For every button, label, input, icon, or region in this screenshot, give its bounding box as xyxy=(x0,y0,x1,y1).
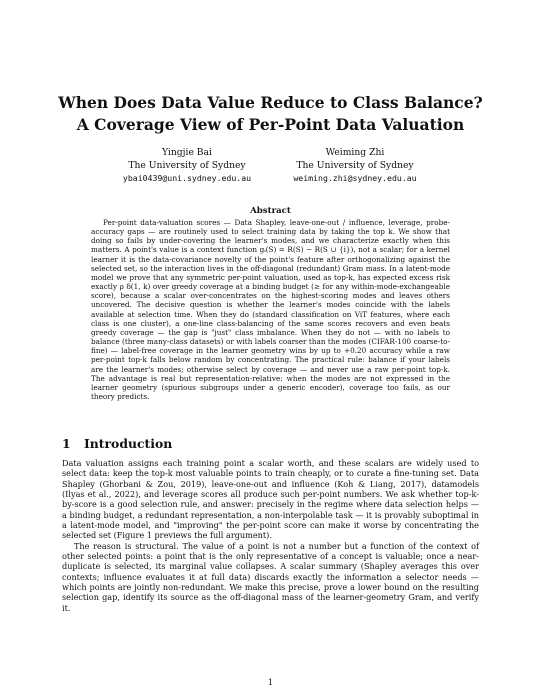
paper-title xyxy=(40,92,501,136)
title-line-1: When Does Data Value Reduce to Class Balance? xyxy=(58,93,483,112)
page-number: 1 xyxy=(267,678,274,688)
title-line-2: A Coverage View of Per-Point Data Valuation xyxy=(76,115,465,134)
intro-paragraph-2: The reason is structural. The value of a point is not a number but a function of the context of other selected points: a point that is the only representative of a concept is valuable; once a near-duplicate is selected, its marginal value collapses. A scalar summary (Shapley averages this over contexts; influence evaluates it at full data) discards exactly the information a selector needs — which points are jointly non-redundant. We make this precise, prove a lower bound on the resulting selection gap, identify its source as the off-diagonal mass of the learner-geometry Gram, and verify it. xyxy=(62,540,479,613)
author-affiliation: The University of Sydney xyxy=(128,159,246,171)
abstract-text: Per-point data-valuation scores — Data Shapley, leave-one-out / influence, leverage, probe-accuracy gaps — are routinely used to select training data by taking the top k. We show that doing so fails by under-covering the learner's modes, and we characterize exactly when this matters. A point's value is a context function gᵢ(S) = R(S) − R(S ∪ {i}), not a scalar; for a kernel learner it is the data-covariance novelty of the point's feature after orthogonalizing against the selected set, so the interaction lives in the off-diagonal (redundant) Gram mass. In a latent-mode model we prove that any symmetric per-point valuation, used as top-k, has expected excess risk exactly ρ δ(1, k) over greedy coverage at a binding budget (≥ for any within-mode-exchangeable score), because a scalar over-concentrates on the highest-scoring modes and leaves others uncovered. The decisive question is whether the learner's modes coincide with the labels available at selection time. When they do (standard classification on ViT features, where each class is one cluster), a one-line class-balancing of the same scores recovers and even beats greedy coverage — the gap is "just" class imbalance. When they do not — with no labels to balance (three many-class datasets) or with labels coarser than the modes (CIFAR-100 coarse-to-fine) — label-free coverage in the learner geometry wins by up to +0.20 accuracy while a raw per-point top-k falls below random by concentrating. The practical rule: balance if your labels are the learner's modes; otherwise select by coverage — and never use a raw per-point top-k. The advantage is real but representation-relative: when the modes are not expressed in the learner geometry (spurious subgroups under a generic encoder), coverage too fails, as our theory predicts. xyxy=(91,218,450,401)
author-affiliation: The University of Sydney xyxy=(296,159,414,171)
abstract-body xyxy=(91,218,450,401)
author-block-2 xyxy=(260,147,450,185)
abstract-heading: Abstract xyxy=(250,206,291,216)
author-block-1 xyxy=(92,147,282,185)
author-email[interactable]: ybai0439@uni.sydney.edu.au xyxy=(122,173,252,183)
section-title: Introduction xyxy=(84,436,173,451)
section-number: 1 xyxy=(62,436,71,451)
section-heading xyxy=(62,436,172,451)
author-name: Weiming Zhi xyxy=(325,147,385,158)
introduction-body xyxy=(62,458,479,613)
author-name: Yingjie Bai xyxy=(162,147,212,158)
intro-paragraph-1: Data valuation assigns each training point a scalar worth, and these scalars are widely used to select data: keep the top-k most valuable points to train cheaply, or to curate a fine-tuning set. Data Shapley (Ghorbani & Zou, 2019), leave-one-out and influence (Koh & Liang, 2017), datamodels (Ilyas et al., 2022), and leverage scores all produce such per-point numbers. We ask whether top-k-by-score is a good selection rule, and answer: precisely in the regime where data selection helps — a binding budget, a redundant representation, a non-interpolable task — it is provably suboptimal in a latent-mode model, and "improving" the per-point score can make it worse by concentrating the selected set (Figure 1 previews the full argument). xyxy=(62,458,479,541)
author-email[interactable]: weiming.zhi@sydney.edu.au xyxy=(293,173,417,183)
